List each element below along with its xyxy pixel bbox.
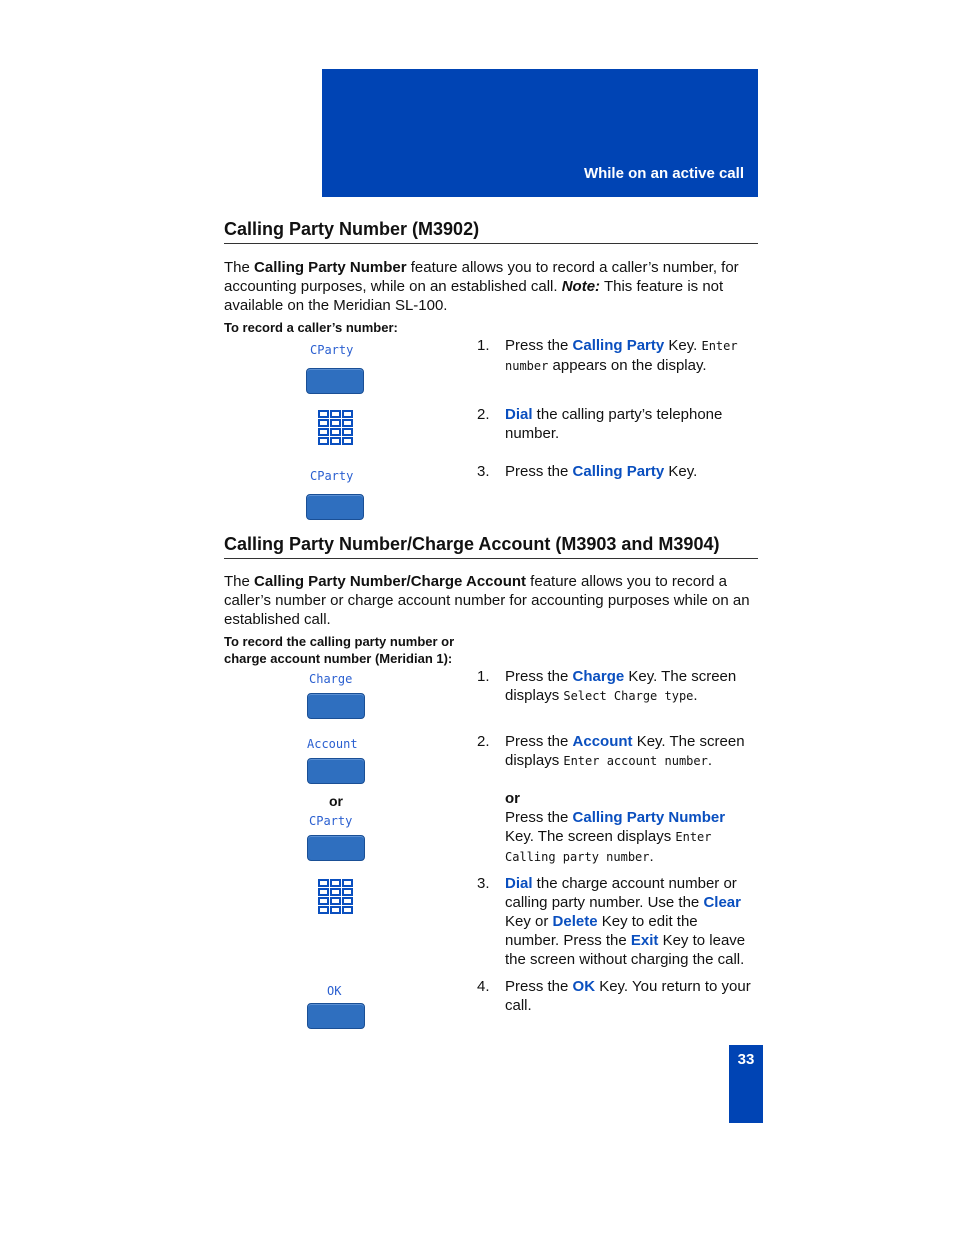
keypad-icon [317,878,355,916]
calling-party-softkey-2[interactable] [306,494,364,520]
display-cparty-2: CParty [310,469,354,483]
display-charge: Charge [309,672,353,686]
account-softkey[interactable] [307,758,365,784]
display-account: Account [307,737,358,751]
display-ok: OK [327,984,342,998]
keypad-icon [317,409,355,447]
charge-softkey[interactable] [307,693,365,719]
header-title: While on an active call [583,165,744,182]
or-label: or [329,793,343,809]
page-number-tab [729,1045,763,1123]
calling-party-softkey-1[interactable] [306,368,364,394]
header-band [322,69,758,197]
display-cparty-3: CParty [309,814,353,828]
section2-title: Calling Party Number/Charge Account (M3903 and M3904) [224,533,758,559]
section2-intro: The Calling Party Number/Charge Account feature allows you to record a caller’s number or charge account number for accounting purposes while on an established call. [224,573,750,628]
section1-subheading: To record a caller’s number: [224,320,398,335]
section2-subheading: To record the calling party number or charge account number (Meridian 1): [224,634,455,666]
section1-intro: The Calling Party Number feature allows you to record a caller’s number, for accounting purposes, while on an established call. Note: This feature is not available on the Meridian SL-100. [224,259,739,314]
display-cparty-1: CParty [310,343,354,357]
calling-party-number-softkey[interactable] [307,835,365,861]
page-number: 33 [737,1051,755,1068]
section1-title: Calling Party Number (M3902) [224,218,758,244]
ok-softkey[interactable] [307,1003,365,1029]
